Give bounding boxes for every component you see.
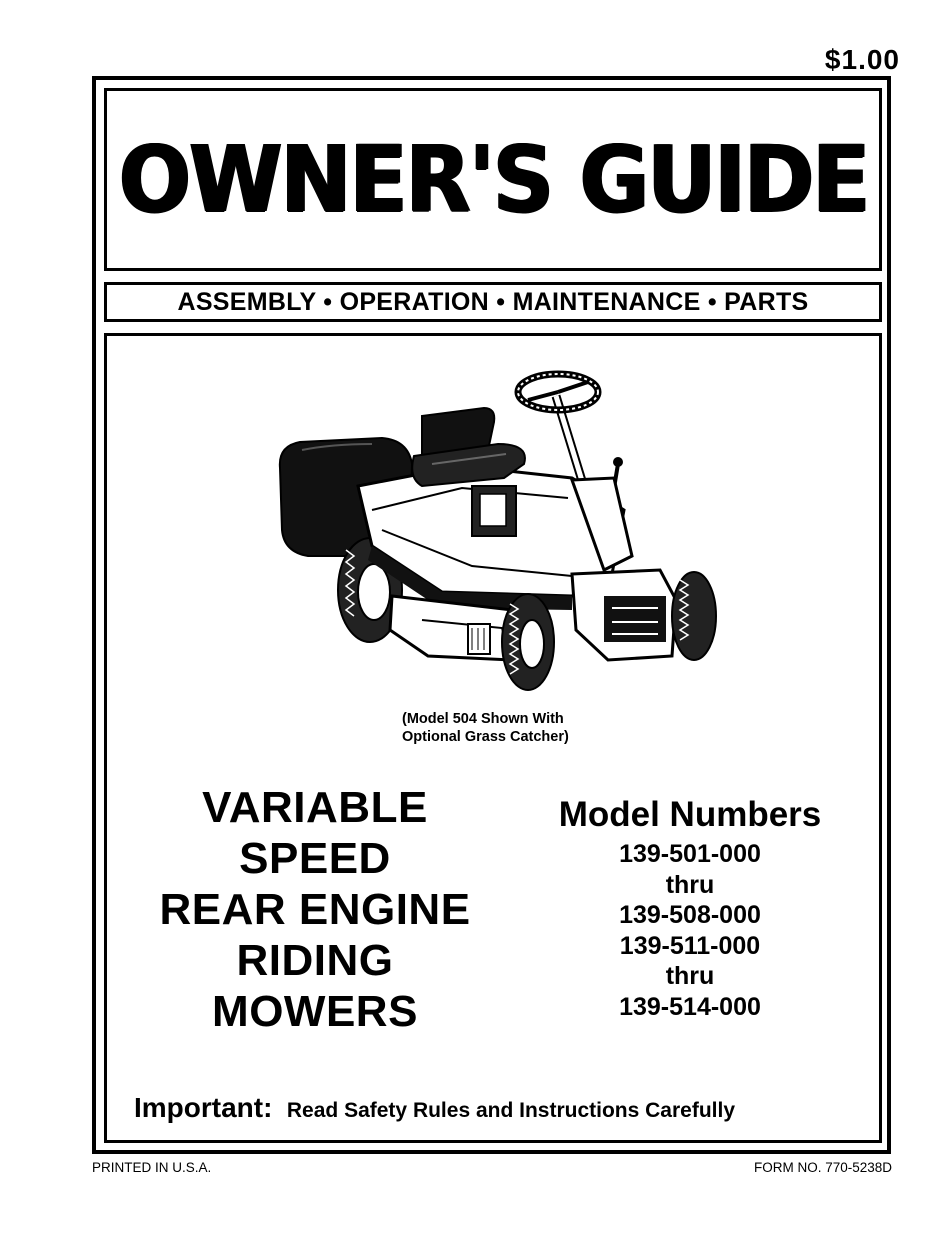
product-line: REAR ENGINE <box>159 885 471 934</box>
subtitle-bar: ASSEMBLY • OPERATION • MAINTENANCE • PARTS <box>104 282 882 322</box>
important-label: Important: <box>134 1092 273 1123</box>
document-title: OWNER'S GUIDE <box>118 126 868 233</box>
model-number: thru <box>665 870 715 899</box>
model-numbers-block <box>540 795 840 1022</box>
riding-mower-illustration <box>272 360 720 696</box>
form-number: FORM NO. 770-5238D <box>753 1160 892 1175</box>
model-number-list <box>540 839 840 1022</box>
product-line: SPEED <box>239 834 391 883</box>
model-numbers-heading: Model Numbers <box>558 795 822 834</box>
model-number: thru <box>665 962 715 990</box>
model-number: 139-511-000 <box>619 931 761 960</box>
important-text: Read Safety Rules and Instructions Carefully <box>286 1099 736 1122</box>
product-line: VARIABLE <box>202 783 428 832</box>
product-line: RIDING <box>236 936 394 985</box>
product-line: MOWERS <box>212 987 418 1036</box>
model-number: 139-514-000 <box>619 992 761 1021</box>
title-box <box>104 88 882 271</box>
model-number: 139-508-000 <box>619 901 761 929</box>
illustration-caption <box>402 710 622 746</box>
model-number: 139-501-000 <box>619 840 761 868</box>
price-label: $1.00 <box>824 44 900 75</box>
caption-line: (Model 504 Shown With <box>402 711 564 727</box>
printed-in-label: PRINTED IN U.S.A. <box>92 1160 212 1175</box>
caption-line: Optional Grass Catcher) <box>402 729 569 745</box>
important-notice <box>134 1092 874 1124</box>
product-title <box>140 782 490 1037</box>
